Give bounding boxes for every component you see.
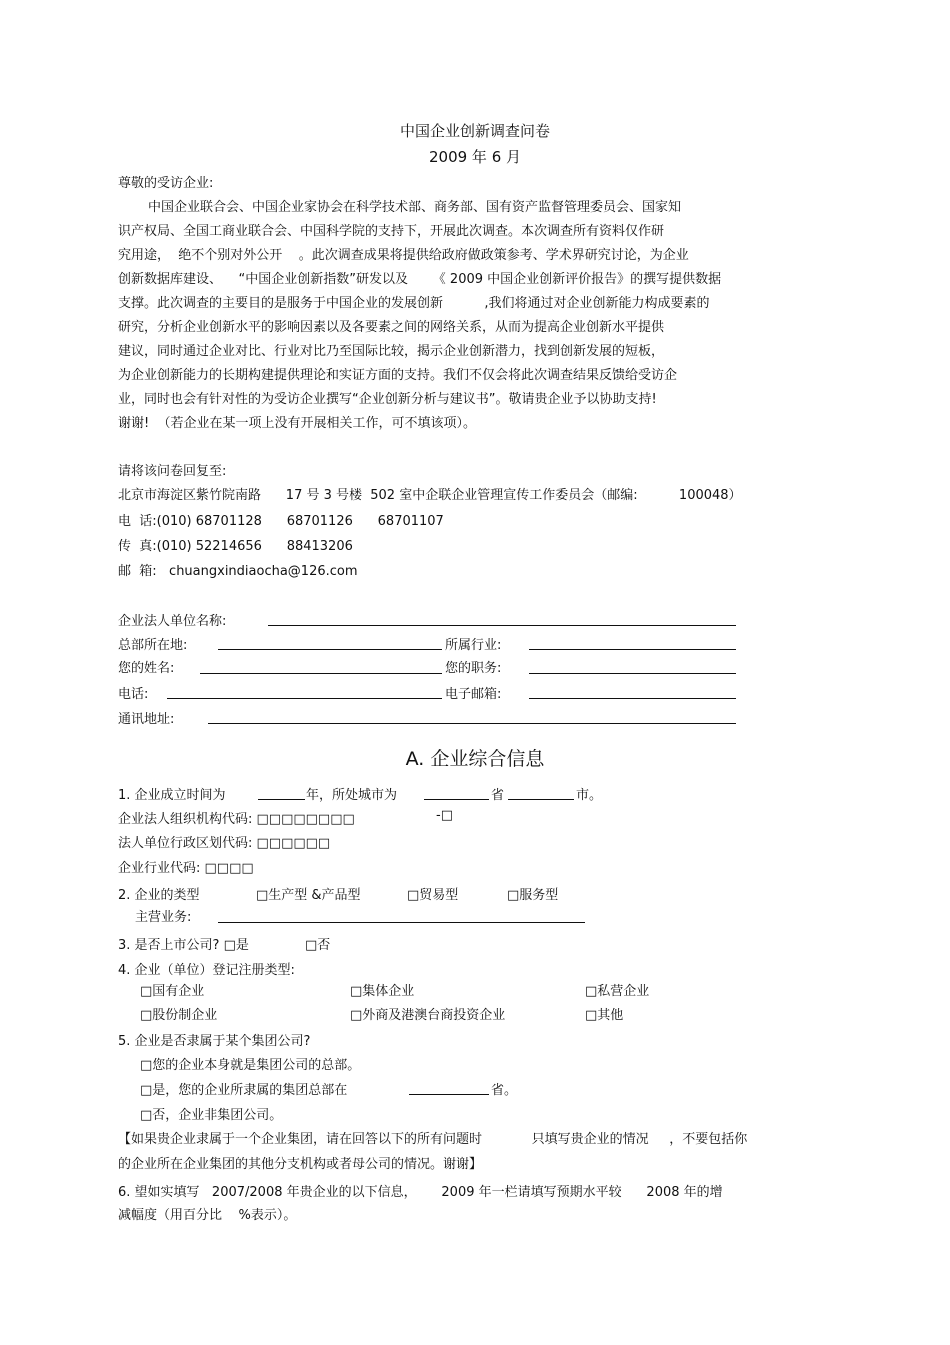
q5-option-yes[interactable]: □是，您的企业所隶属的集团总部在 (140, 1083, 348, 1098)
q4-option-shareholding[interactable]: □股份制企业 (140, 1008, 218, 1023)
company-name-label: 企业法人单位名称: (118, 614, 227, 629)
email-label: 电子邮箱: (445, 687, 502, 702)
q2-option-production[interactable]: □生产型 &产品型 (256, 888, 361, 903)
letter-line: 建议，同时通过企业对比、行业对比乃至国际比较，揭示企业创新潜力，找到创新发展的短板， (118, 344, 665, 359)
q1-city-suffix: 市。 (576, 788, 603, 803)
letter-line: 支撑。此次调查的主要目的是服务于中国企业的发展创新 ,我们将通过对企业创新能力构成要素的 (118, 296, 710, 311)
q4-option-other[interactable]: □其他 (585, 1008, 624, 1023)
reply-address: 北京市海淀区紫竹院南路 17 号 3 号楼 502 室中企联企业管理宣传工作委员会（邮编: 100048） (118, 488, 742, 503)
q5-option-no[interactable]: □否，企业非集团公司。 (140, 1108, 283, 1123)
group-hq-province-field[interactable] (409, 1094, 489, 1095)
q4-option-private[interactable]: □私营企业 (585, 984, 650, 999)
admin-code-label[interactable]: 法人单位行政区划代码: □□□□□□ (118, 836, 331, 851)
industry-code-label[interactable]: 企业行业代码: □□□□ (118, 861, 254, 876)
letter-line: 创新数据库建设、 “中国企业创新指数”研发以及 《 2009 中国企业创新评价报告》的撰写提供数据 (118, 272, 722, 287)
q5-option-headquarters[interactable]: □您的企业本身就是集团公司的总部。 (140, 1058, 361, 1073)
letter-line: 为企业创新能力的长期构建提供理论和实证方面的支持。我们不仅会将此次调查结果反馈给受访企 (118, 368, 678, 383)
letter-line: 研究，分析企业创新水平的影响因素以及各要素之间的网络关系，从而为提高企业创新水平提供 (118, 320, 665, 335)
q1-city-label: 年，所处城市为 (306, 788, 398, 803)
province-field[interactable] (424, 799, 489, 800)
reply-fax: 传 真:(010) 52214656 88413206 (118, 539, 353, 554)
your-title-field[interactable] (529, 673, 736, 674)
q3-yes-option[interactable]: 3. 是否上市公司? □是 (118, 938, 249, 953)
salutation: 尊敬的受访企业: (118, 176, 214, 191)
letter-line: 中国企业联合会、中国企业家协会在科学技术部、商务部、国有资产监督管理委员会、国家知 (148, 200, 682, 215)
org-code-check[interactable]: -□ (436, 808, 453, 823)
letter-line: 业，同时也会有针对性的为受访企业撰写“企业创新分析与建议书”。敬请贵企业予以协助支持! (118, 392, 657, 407)
reply-email: 邮 箱: chuangxindiaocha@126.com (118, 564, 358, 579)
q5-label: 5. 企业是否隶属于某个集团公司? (118, 1034, 311, 1049)
q1-province-suffix: 省 (491, 788, 505, 803)
page-date: 2009 年 6 月 (428, 148, 522, 166)
address-field[interactable] (208, 723, 736, 724)
main-business-label: 主营业务: (135, 910, 192, 925)
hq-location-field[interactable] (218, 649, 442, 650)
main-business-field[interactable] (218, 922, 585, 923)
q4-option-collective[interactable]: □集体企业 (350, 984, 415, 999)
q6-line: 6. 望如实填写 2007/2008 年贵企业的以下信息， 2009 年一栏请填写预期水平较 2008 年的增 (118, 1185, 723, 1200)
page-title: 中国企业创新调查问卷 (399, 122, 550, 140)
reply-heading: 请将该问卷回复至: (118, 464, 227, 479)
org-code-label[interactable]: 企业法人组织机构代码: □□□□□□□□ (118, 812, 355, 827)
q4-label: 4. 企业（单位）登记注册类型: (118, 963, 295, 978)
section-a-title: A. 企业综合信息 (405, 748, 545, 770)
q2-option-trade[interactable]: □贸易型 (407, 888, 459, 903)
q2-label: 2. 企业的类型 (118, 888, 200, 903)
group-note-line: 的企业所在企业集团的其他分支机构或者母公司的情况。谢谢】 (118, 1157, 483, 1172)
your-title-label: 您的职务: (445, 661, 502, 676)
email-field[interactable] (529, 698, 736, 699)
industry-field[interactable] (529, 649, 736, 650)
letter-line: 谢谢! （若企业在某一项上没有开展相关工作，可不填该项）。 (118, 416, 476, 431)
reply-phone: 电 话:(010) 68701128 68701126 68701107 (118, 514, 444, 529)
industry-label: 所属行业: (445, 638, 502, 653)
q6-line: 减幅度（用百分比 %表示）。 (118, 1208, 297, 1223)
address-label: 通讯地址: (118, 712, 175, 727)
your-name-label: 您的姓名: (118, 661, 175, 676)
your-name-field[interactable] (200, 673, 442, 674)
q5-province-suffix: 省。 (491, 1083, 518, 1098)
q4-option-state[interactable]: □国有企业 (140, 984, 205, 999)
city-field[interactable] (508, 799, 574, 800)
phone-label: 电话: (118, 687, 149, 702)
company-name-field[interactable] (268, 625, 736, 626)
q2-option-service[interactable]: □服务型 (507, 888, 559, 903)
founding-year-field[interactable] (258, 799, 305, 800)
q1-label: 1. 企业成立时间为 (118, 788, 226, 803)
group-note-line: 【如果贵企业隶属于一个企业集团，请在回答以下的所有问题时 只填写贵企业的情况 ，不要包括你 (118, 1132, 748, 1147)
q4-option-foreign[interactable]: □外商及港澳台商投资企业 (350, 1008, 506, 1023)
letter-line: 识产权局、全国工商业联合会、中国科学院的支持下，开展此次调查。本次调查所有资料仅作研 (118, 224, 665, 239)
hq-location-label: 总部所在地: (118, 638, 188, 653)
letter-line: 究用途， 绝不个别对外公开 。此次调查成果将提供给政府做政策参考、学术界研究讨论，为企业 (118, 248, 689, 263)
q3-no-option[interactable]: □否 (305, 938, 331, 953)
phone-field[interactable] (167, 698, 442, 699)
